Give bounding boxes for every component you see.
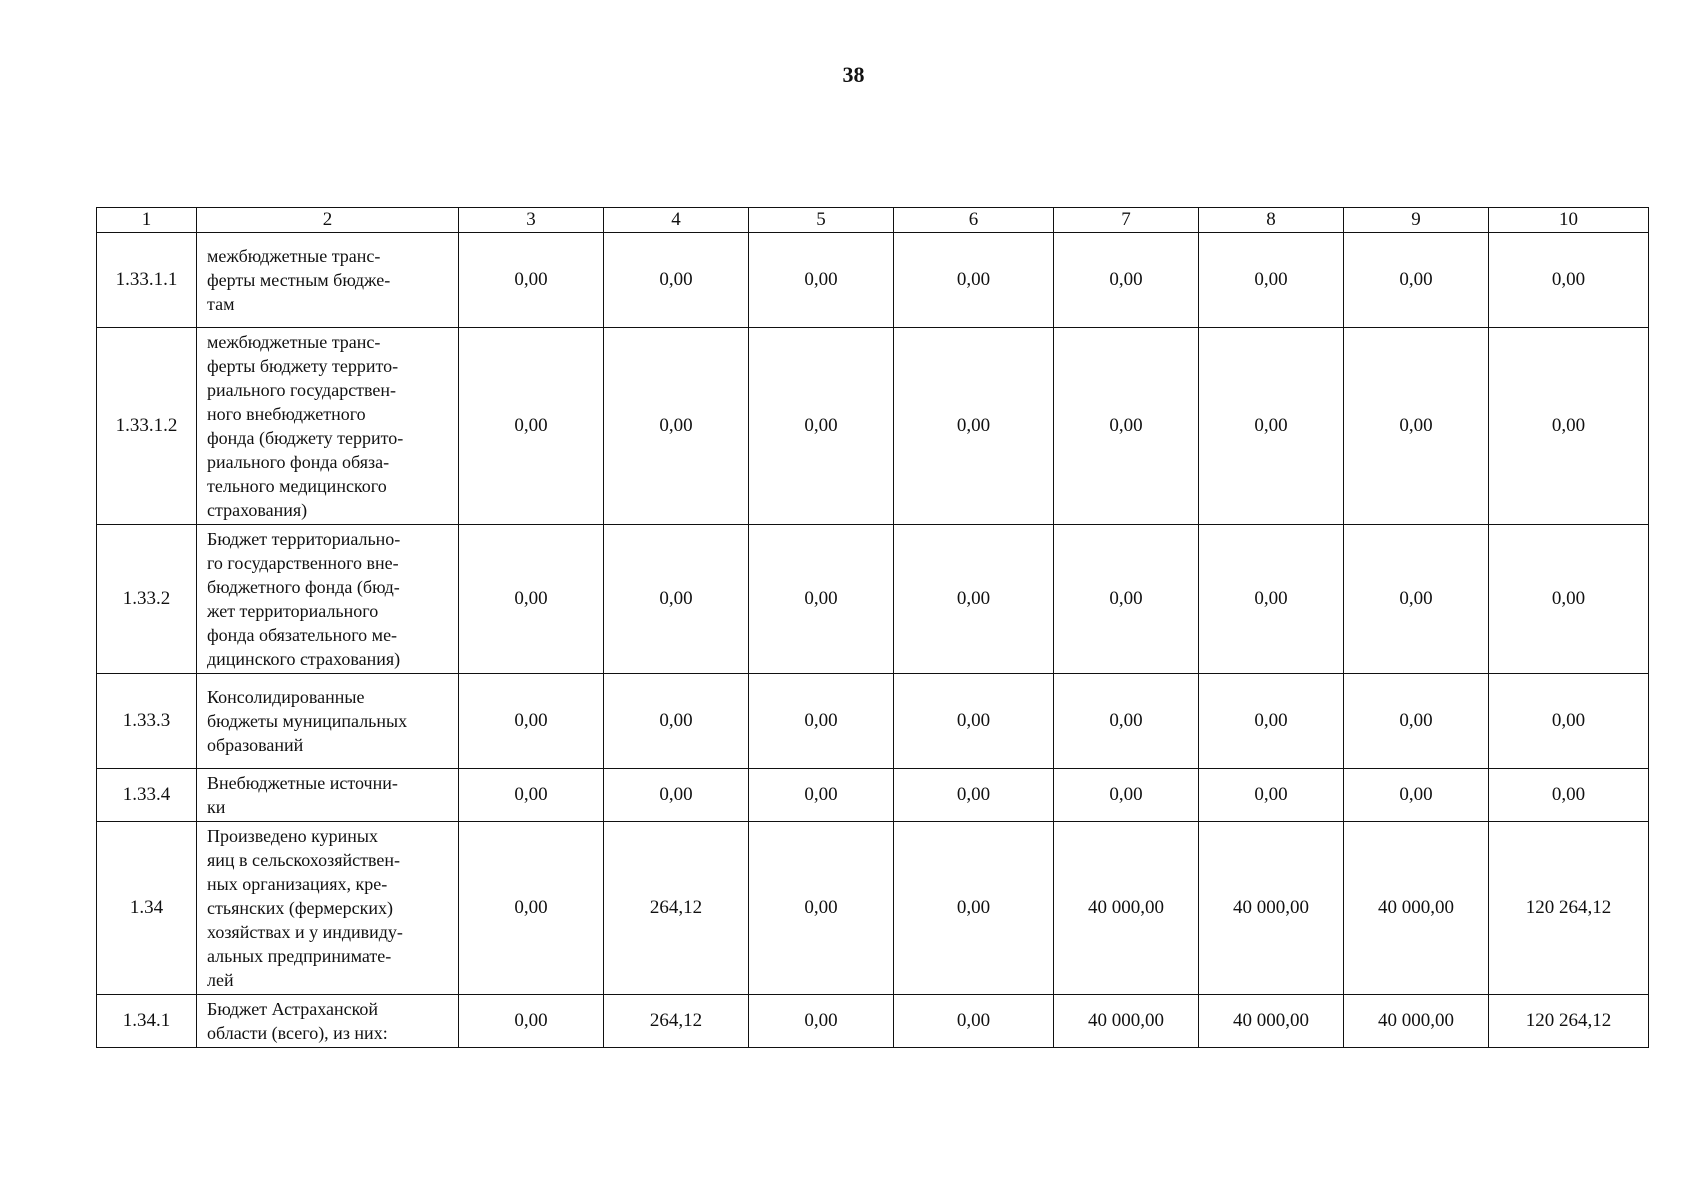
row-value-cell: 0,00 [1489,769,1649,822]
row-value-cell: 40 000,00 [1344,822,1489,995]
row-name-cell: Консолидированные бюджеты муниципальных образований [197,674,459,769]
row-value-cell: 264,12 [604,822,749,995]
row-value-cell: 40 000,00 [1199,822,1344,995]
row-value-cell: 0,00 [1489,233,1649,328]
row-code-cell: 1.34.1 [97,995,197,1048]
budget-table [96,207,1649,1048]
row-code-cell: 1.33.2 [97,525,197,674]
row-code-cell: 1.33.4 [97,769,197,822]
table-body [97,208,1649,1048]
row-name-cell: межбюджетные транс- ферты бюджету террито- риального государствен- ного внебюджетного фонда (бюджету террито- риального фонда обяза- тельного медицинского страхования) [197,328,459,525]
row-value-cell: 0,00 [749,822,894,995]
row-code-cell: 1.33.3 [97,674,197,769]
row-value-cell: 0,00 [1054,233,1199,328]
row-value-cell: 0,00 [604,674,749,769]
table-row [97,822,1649,995]
row-value-cell: 0,00 [459,674,604,769]
row-value-cell: 0,00 [894,822,1054,995]
row-code-cell: 1.34 [97,822,197,995]
table-row [97,233,1649,328]
header-cell: 3 [459,208,604,233]
row-value-cell: 0,00 [459,769,604,822]
row-value-cell: 0,00 [1054,769,1199,822]
table-row [97,328,1649,525]
row-value-cell: 0,00 [749,525,894,674]
row-value-cell: 0,00 [1199,769,1344,822]
row-value-cell: 40 000,00 [1054,822,1199,995]
row-value-cell: 264,12 [604,995,749,1048]
row-name-cell: Произведено куриных яиц в сельскохозяйствен- ных организациях, кре- стьянских (фермерских) хозяйствах и у индивиду- альных предпринимате- лей [197,822,459,995]
table-row [97,674,1649,769]
row-value-cell: 0,00 [1054,328,1199,525]
row-value-cell: 0,00 [459,822,604,995]
table-row [97,769,1649,822]
row-value-cell: 40 000,00 [1344,995,1489,1048]
row-value-cell: 0,00 [1489,674,1649,769]
row-value-cell: 0,00 [1344,674,1489,769]
header-cell: 5 [749,208,894,233]
row-value-cell: 0,00 [604,328,749,525]
row-value-cell: 0,00 [749,769,894,822]
header-cell: 10 [1489,208,1649,233]
row-value-cell: 40 000,00 [1199,995,1344,1048]
row-value-cell: 0,00 [1489,328,1649,525]
row-value-cell: 0,00 [459,995,604,1048]
table-row [97,525,1649,674]
row-value-cell: 0,00 [1054,674,1199,769]
row-value-cell: 0,00 [604,525,749,674]
row-code-cell: 1.33.1.1 [97,233,197,328]
header-cell: 6 [894,208,1054,233]
row-value-cell: 0,00 [459,328,604,525]
row-value-cell: 120 264,12 [1489,822,1649,995]
row-value-cell: 0,00 [749,233,894,328]
row-value-cell: 0,00 [1199,674,1344,769]
row-value-cell: 0,00 [1199,328,1344,525]
row-name-cell: Бюджет Астраханской области (всего), из них: [197,995,459,1048]
row-value-cell: 0,00 [894,233,1054,328]
row-value-cell: 0,00 [894,995,1054,1048]
header-cell: 8 [1199,208,1344,233]
page-number: 38 [842,62,865,87]
row-name-cell: межбюджетные транс- ферты местным бюдже- там [197,233,459,328]
header-cell: 9 [1344,208,1489,233]
table-row [97,995,1649,1048]
header-cell: 1 [97,208,197,233]
header-cell: 2 [197,208,459,233]
row-value-cell: 0,00 [894,674,1054,769]
row-value-cell: 0,00 [1344,769,1489,822]
row-value-cell: 0,00 [459,233,604,328]
row-value-cell: 120 264,12 [1489,995,1649,1048]
row-value-cell: 40 000,00 [1054,995,1199,1048]
row-value-cell: 0,00 [604,769,749,822]
row-code-cell: 1.33.1.2 [97,328,197,525]
row-value-cell: 0,00 [1054,525,1199,674]
row-value-cell: 0,00 [1344,328,1489,525]
header-cell: 7 [1054,208,1199,233]
row-value-cell: 0,00 [604,233,749,328]
row-value-cell: 0,00 [749,328,894,525]
row-value-cell: 0,00 [749,995,894,1048]
header-cell: 4 [604,208,749,233]
row-value-cell: 0,00 [894,525,1054,674]
header-row [97,208,1649,233]
row-value-cell: 0,00 [894,328,1054,525]
row-name-cell: Бюджет территориально- го государственного вне- бюджетного фонда (бюд- жет территориального фонда обязательного ме- дицинского страхования) [197,525,459,674]
row-value-cell: 0,00 [1344,525,1489,674]
row-value-cell: 0,00 [749,674,894,769]
row-value-cell: 0,00 [894,769,1054,822]
row-value-cell: 0,00 [1344,233,1489,328]
row-name-cell: Внебюджетные источни- ки [197,769,459,822]
row-value-cell: 0,00 [1199,233,1344,328]
row-value-cell: 0,00 [1489,525,1649,674]
row-value-cell: 0,00 [459,525,604,674]
row-value-cell: 0,00 [1199,525,1344,674]
